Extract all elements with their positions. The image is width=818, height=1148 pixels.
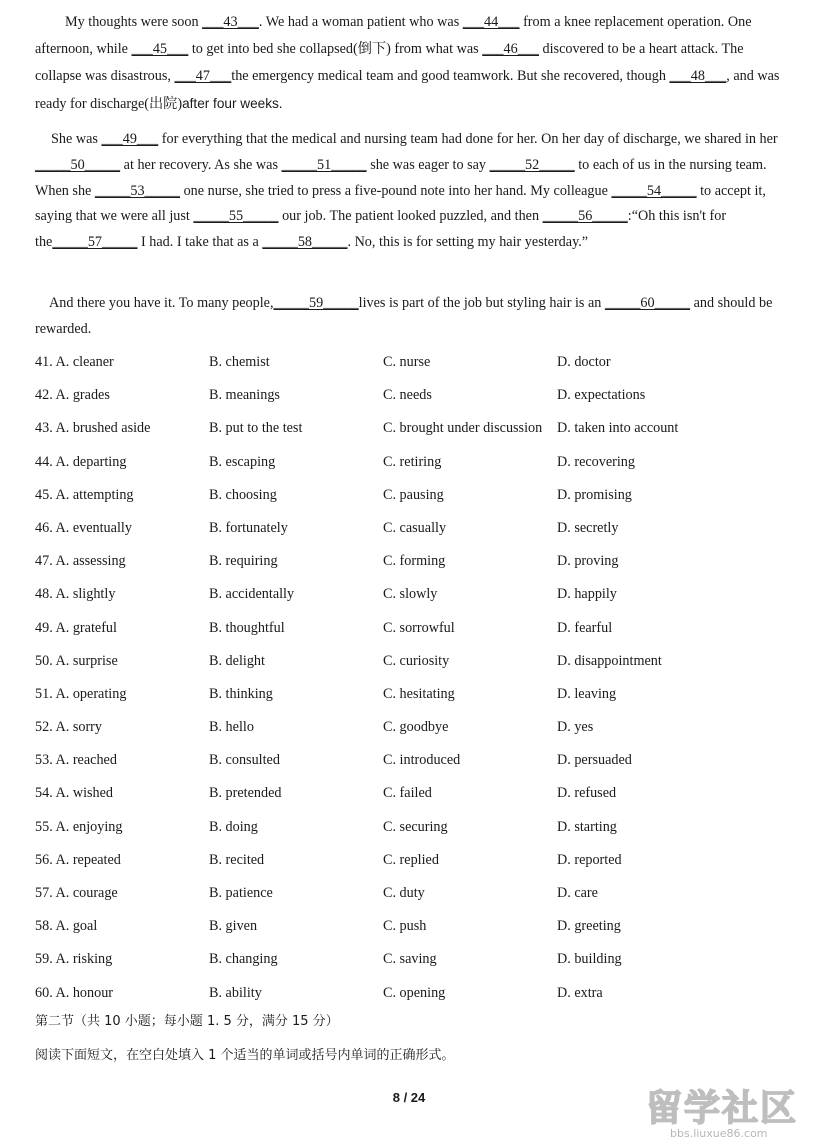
blank-43: ___43___ bbox=[202, 14, 259, 30]
watermark-logo bbox=[640, 1080, 810, 1142]
option-b: B. hello bbox=[209, 719, 254, 736]
option-b: B. choosing bbox=[209, 486, 277, 503]
blank-44: ___44___ bbox=[462, 14, 520, 30]
option-d: D. leaving bbox=[557, 685, 617, 702]
option-b: B. fortunately bbox=[209, 519, 288, 536]
option-c: C. goodbye bbox=[383, 719, 449, 736]
option-a: 55. A. enjoying bbox=[35, 818, 123, 835]
option-row bbox=[35, 650, 795, 683]
option-c: C. casually bbox=[383, 519, 447, 536]
option-d: D. refused bbox=[557, 785, 617, 802]
blank-56: _____56_____ bbox=[542, 208, 628, 225]
option-row bbox=[35, 484, 795, 517]
option-row bbox=[35, 550, 795, 583]
option-b: B. ability bbox=[209, 984, 262, 1001]
option-row bbox=[35, 683, 795, 716]
option-d: D. reported bbox=[557, 851, 622, 868]
option-a: 48. A. slightly bbox=[35, 586, 116, 603]
option-d: D. yes bbox=[557, 719, 594, 736]
svg-text:bbs.liuxue86.com: bbs.liuxue86.com bbox=[670, 1127, 768, 1140]
option-a: 50. A. surprise bbox=[35, 652, 118, 669]
option-a: 51. A. operating bbox=[35, 685, 127, 702]
option-d: D. proving bbox=[557, 553, 619, 570]
option-a: 54. A. wished bbox=[35, 785, 114, 802]
passage-paragraph-2: She was ___49___ for everything that the medical and nursing team had done for her. On her day of discharge, we shared in her _____50_____ at her recovery. As she was _____51_____ she was eager to say _____52_____ to each of us in the nursing team. When she _____53_____ one nurse, she tried to press a five-pound note into her hand. My colleague _____54_____ to accept it, saying that we were all just _____55_____ our job. The patient looked puzzled, and then _____56_____:“Oh this isn't for the_____57_____ I had. I take that as a _____58_____. No, this is for setting my hair yesterday.” bbox=[35, 131, 778, 251]
blank-52: _____52_____ bbox=[489, 156, 575, 173]
page-number: 8 / 24 bbox=[392, 1090, 426, 1105]
option-d: D. building bbox=[557, 951, 622, 968]
svg-text:留学社区: 留学社区 bbox=[646, 1088, 799, 1129]
option-row bbox=[35, 948, 795, 981]
option-row bbox=[35, 583, 795, 616]
option-row bbox=[35, 915, 795, 948]
option-d: D. taken into account bbox=[557, 420, 679, 437]
blank-59: _____59_____ bbox=[273, 295, 359, 311]
option-c: C. slowly bbox=[383, 586, 438, 603]
option-d: D. secretly bbox=[557, 519, 619, 536]
blank-48: ___48___ bbox=[669, 68, 727, 84]
blank-50: _____50_____ bbox=[35, 156, 121, 173]
option-b: B. put to the test bbox=[209, 420, 303, 437]
option-c: C. curiosity bbox=[383, 652, 450, 669]
option-c: C. opening bbox=[383, 984, 446, 1001]
option-a: 58. A. goal bbox=[35, 918, 98, 935]
option-row bbox=[35, 617, 795, 650]
option-row bbox=[35, 782, 795, 815]
option-c: C. pausing bbox=[383, 486, 444, 503]
option-b: B. accidentally bbox=[209, 586, 295, 603]
option-d: D. fearful bbox=[557, 619, 613, 636]
option-b: B. patience bbox=[209, 885, 273, 901]
option-c: C. nurse bbox=[383, 354, 431, 370]
option-b: B. changing bbox=[209, 951, 278, 968]
blank-60: _____60_____ bbox=[604, 295, 691, 311]
option-b: B. consulted bbox=[209, 752, 280, 769]
option-d: D. expectations bbox=[557, 387, 646, 404]
option-c: C. securing bbox=[383, 818, 448, 835]
blank-49: ___49___ bbox=[101, 131, 159, 147]
blank-45: ___45___ bbox=[131, 41, 189, 57]
option-a: 57. A. courage bbox=[35, 885, 118, 901]
option-a: 44. A. departing bbox=[35, 453, 127, 470]
option-row bbox=[35, 716, 795, 749]
option-c: C. push bbox=[383, 918, 427, 935]
blank-46: ___46___ bbox=[482, 41, 539, 57]
option-c: C. introduced bbox=[383, 752, 461, 769]
blank-57: _____57_____ bbox=[52, 234, 138, 251]
option-d: D. doctor bbox=[557, 354, 611, 370]
option-c: C. saving bbox=[383, 951, 437, 968]
option-d: D. care bbox=[557, 885, 598, 901]
option-row bbox=[35, 451, 795, 484]
blank-51: _____51_____ bbox=[281, 156, 367, 173]
blank-55: _____55_____ bbox=[193, 208, 279, 225]
option-d: D. starting bbox=[557, 818, 617, 835]
option-c: C. duty bbox=[383, 885, 425, 901]
option-a: 45. A. attempting bbox=[35, 486, 134, 503]
option-a: 41. A. cleaner bbox=[35, 354, 114, 370]
option-b: B. requiring bbox=[209, 553, 278, 570]
option-a: 59. A. risking bbox=[35, 951, 113, 968]
option-row bbox=[35, 882, 795, 915]
option-row bbox=[35, 982, 795, 1015]
option-a: 56. A. repeated bbox=[35, 851, 121, 868]
section-heading: 第二节（共 10 小题；每小题 1. 5 分，满分 15 分） bbox=[35, 1014, 339, 1029]
option-b: B. chemist bbox=[209, 354, 270, 370]
option-b: B. doing bbox=[209, 818, 258, 835]
option-row bbox=[35, 749, 795, 782]
section-instruction: 阅读下面短文，在空白处填入 1 个适当的单词或括号内单词的正确形式。 bbox=[35, 1048, 455, 1063]
option-b: B. thoughtful bbox=[209, 619, 285, 636]
option-a: 60. A. honour bbox=[35, 984, 114, 1001]
option-b: B. delight bbox=[209, 652, 265, 669]
blank-47: ___47___ bbox=[174, 68, 232, 84]
option-b: B. thinking bbox=[209, 685, 273, 702]
option-c: C. brought under discussion bbox=[383, 420, 543, 437]
option-row bbox=[35, 384, 795, 417]
blank-53: _____53_____ bbox=[94, 182, 181, 199]
option-b: B. recited bbox=[209, 851, 265, 868]
option-a: 52. A. sorry bbox=[35, 719, 102, 736]
blank-54: _____54_____ bbox=[611, 182, 697, 199]
option-a: 47. A. assessing bbox=[35, 553, 126, 570]
option-a: 46. A. eventually bbox=[35, 519, 132, 536]
option-d: D. greeting bbox=[557, 918, 621, 935]
option-row bbox=[35, 849, 795, 882]
option-d: D. promising bbox=[557, 486, 632, 503]
option-d: D. persuaded bbox=[557, 752, 632, 769]
option-b: B. pretended bbox=[209, 785, 282, 802]
option-b: B. given bbox=[209, 918, 258, 935]
option-c: C. needs bbox=[383, 387, 432, 404]
option-a: 53. A. reached bbox=[35, 752, 117, 769]
answer-options-list bbox=[35, 351, 795, 1015]
option-d: D. recovering bbox=[557, 453, 635, 470]
option-d: D. happily bbox=[557, 586, 617, 603]
option-c: C. failed bbox=[383, 785, 432, 802]
passage-paragraph-3: And there you have it. To many people,_____59_____lives is part of the job but styling hair is an _____60_____ and should be rewarded. bbox=[35, 295, 773, 337]
option-c: C. hesitating bbox=[383, 685, 455, 702]
option-c: C. forming bbox=[383, 553, 446, 570]
option-a: 49. A. grateful bbox=[35, 619, 117, 636]
option-row bbox=[35, 517, 795, 550]
option-c: C. replied bbox=[383, 851, 439, 868]
option-d: D. disappointment bbox=[557, 652, 662, 669]
option-row bbox=[35, 417, 795, 450]
option-a: 43. A. brushed aside bbox=[35, 420, 151, 437]
option-c: C. sorrowful bbox=[383, 619, 455, 636]
passage-paragraph-1: My thoughts were soon ___43___. We had a woman patient who was ___44___ from a knee replacement operation. One afternoon, while ___45___ to get into bed she collapsed(倒下) from what was ___46___ discovered to be a heart attack. The collapse was disastrous, ___47___the emergency medical team and good teamwork. But she recovered, though ___48___, and was ready for discharge(出院)after four weeks. bbox=[35, 14, 780, 112]
option-c: C. retiring bbox=[383, 453, 442, 470]
option-row bbox=[35, 351, 795, 384]
option-a: 42. A. grades bbox=[35, 387, 110, 404]
option-b: B. escaping bbox=[209, 453, 276, 470]
option-b: B. meanings bbox=[209, 387, 280, 404]
option-d: D. extra bbox=[557, 984, 603, 1001]
blank-58: _____58_____ bbox=[262, 234, 348, 251]
option-row bbox=[35, 816, 795, 849]
